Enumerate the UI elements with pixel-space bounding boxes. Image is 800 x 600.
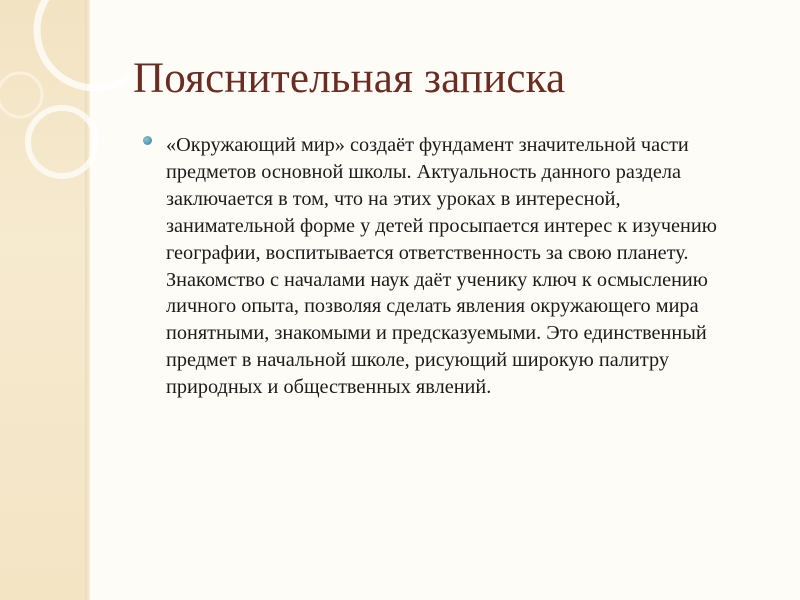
body-line: личного опыта, позволяя сделать явления окружающего мира (166, 295, 699, 318)
body-line: Знакомство с началами наук даёт ученику ключ к осмыслению (166, 268, 708, 291)
decorative-circles-icon (0, 0, 130, 200)
body-line: предмет в начальной школе, рисующий широкую палитру (166, 349, 669, 372)
bullet-icon (143, 136, 152, 145)
body-line: понятными, знакомыми и предсказуемыми. Это единственный (166, 322, 707, 345)
body-line: предметов основной школы. Актуальность данного раздела (166, 160, 681, 183)
body-line: географии, воспитывается ответственность за свою планету. (166, 241, 689, 264)
body-line: природных и общественных явлений. (166, 376, 492, 399)
body-line: «Окружающий мир» создаёт фундамент значительной части (166, 134, 689, 156)
slide-body-text (166, 132, 778, 401)
slide-title: Пояснительная записка (133, 55, 566, 102)
body-line: заключается в том, что на этих уроках в интересной, (166, 187, 621, 210)
body-line: занимательной форме у детей просыпается интерес к изучению (166, 214, 717, 237)
